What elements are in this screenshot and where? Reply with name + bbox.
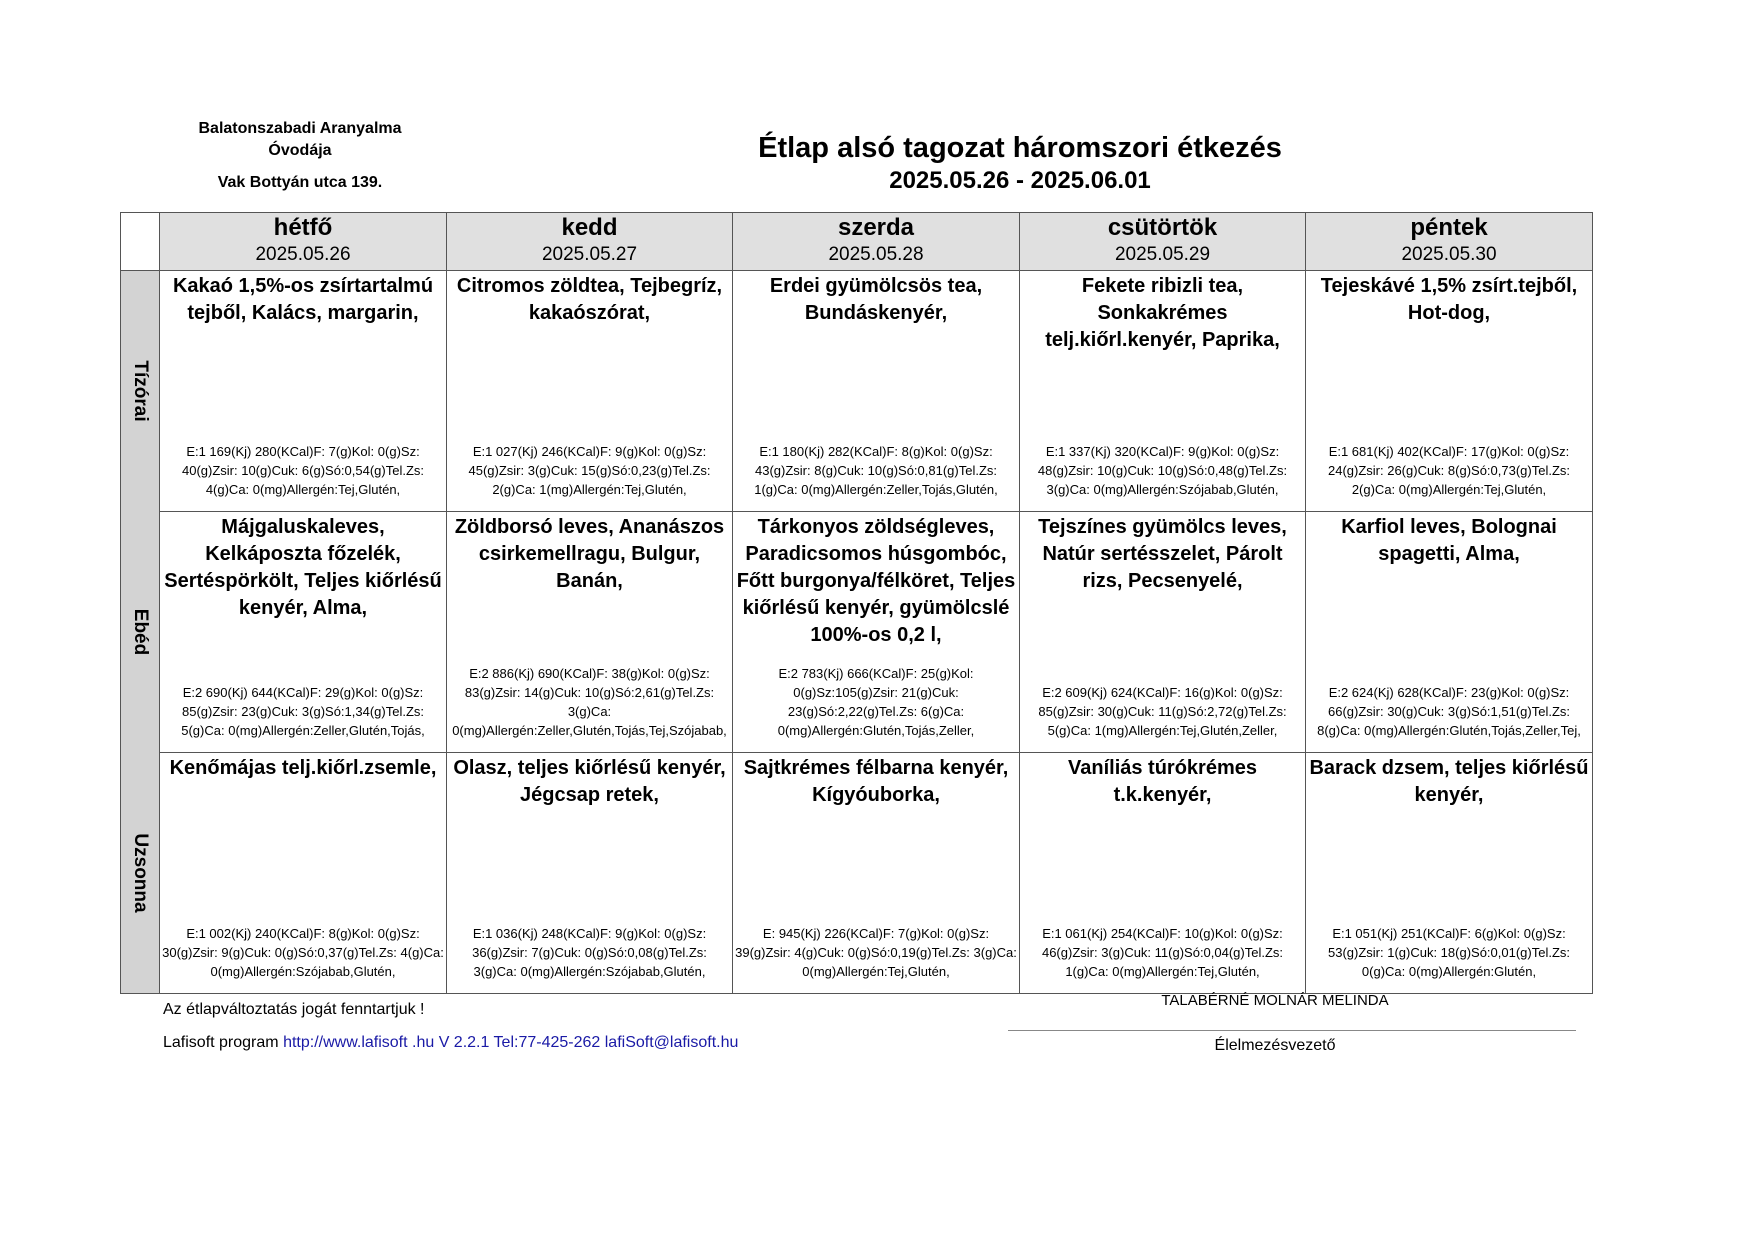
menu-cell [447,753,733,994]
menu-cell [447,271,733,512]
dish-text: Kakaó 1,5%-os zsírtartalmú tejből, Kalács, margarin, [172,275,434,324]
meal-row-tizorai [121,271,1593,512]
menu-cell [1020,753,1306,994]
page-title-block [690,130,1350,196]
signer-name: TALABÉRNÉ MOLNÁR MELINDA [1161,992,1389,1009]
menu-cell [160,753,447,994]
program-credit [163,1034,738,1052]
meal-label-cell [121,271,160,512]
day-header [160,213,447,271]
program-link[interactable]: http://www.lafisoft .hu V 2.2.1 Tel:77-425-262 lafiSoft@lafisoft.hu [283,1034,739,1051]
dish-text: Tejeskávé 1,5% zsírt.tejből, Hot-dog, [1320,275,1578,324]
signer-role: Élelmezésvezető [1214,1037,1336,1054]
day-name: péntek [1410,214,1488,241]
menu-cell [733,512,1020,753]
day-name: szerda [837,214,915,241]
meal-label-cell [121,753,160,994]
menu-cell [1306,271,1593,512]
institution-name-line1: Balatonszabadi Aranyalma [198,120,402,137]
day-date: 2025.05.26 [255,244,351,265]
menu-cell [447,512,733,753]
menu-cell [733,753,1020,994]
dish-text: Sajtkrémes félbarna kenyér, Kígyóuborka, [743,757,1009,806]
nutrition-text: E:2 609(Kj) 624(KCal)F: 16(g)Kol: 0(g)Sz: 85(g)Zsir: 30(g)Cuk: 11(g)Só:2,72(g)Tel.Zs: 5(g)Ca: 1(mg)Allergén:Tej,Glutén,Zeller, [1038,685,1287,738]
signature-line [1008,1030,1576,1031]
dish-text: Kenőmájas telj.kiőrl.zsemle, [169,757,437,779]
nutrition-text: E:1 180(Kj) 282(KCal)F: 8(g)Kol: 0(g)Sz: 43(g)Zsir: 8(g)Cuk: 10(g)Só:0,81(g)Tel.Zs: 1(g)Ca: 0(mg)Allergén:Zeller,Tojás,Glutén, [754,444,998,497]
nutrition-text: E:1 027(Kj) 246(KCal)F: 9(g)Kol: 0(g)Sz: 45(g)Zsir: 3(g)Cuk: 15(g)Só:0,23(g)Tel.Zs: 2(g)Ca: 1(mg)Allergén:Tej,Glutén, [468,444,711,497]
nutrition-text: E:1 002(Kj) 240(KCal)F: 8(g)Kol: 0(g)Sz: 30(g)Zsir: 9(g)Cuk: 0(g)Só:0,37(g)Tel.Zs: 4(g)Ca: 0(mg)Allergén:Szójabab,Glutén, [162,926,444,979]
day-header [1020,213,1306,271]
date-range: 2025.05.26 - 2025.06.01 [889,167,1151,194]
nutrition-text: E:1 337(Kj) 320(KCal)F: 9(g)Kol: 0(g)Sz: 48(g)Zsir: 10(g)Cuk: 10(g)Só:0,48(g)Tel.Zs: 3(g)Ca: 0(mg)Allergén:Szójabab,Glutén, [1037,444,1288,497]
day-name: hétfő [273,214,333,241]
dish-text: Barack dzsem, teljes kiőrlésű kenyér, [1309,757,1589,806]
menu-cell [1306,753,1593,994]
nutrition-text: E:1 036(Kj) 248(KCal)F: 9(g)Kol: 0(g)Sz: 36(g)Zsir: 7(g)Cuk: 0(g)Só:0,08(g)Tel.Zs: 3(g)Ca: 0(mg)Allergén:Szójabab,Glutén, [472,926,707,979]
nutrition-text: E:2 783(Kj) 666(KCal)F: 25(g)Kol: 0(g)Sz:105(g)Zsir: 21(g)Cuk: 23(g)Só:2,22(g)Tel.Zs: 6(g)Ca: 0(mg)Allergén:Glutén,Tojás,Zeller, [777,666,975,738]
institution-name-line2: Óvodája [268,142,332,159]
change-notice: Az étlapváltoztatás jogát fenntartjuk ! [163,1001,425,1018]
menu-cell [160,512,447,753]
dish-text: Fekete ribizli tea, Sonkakrémes telj.kiőrl.kenyér, Paprika, [1045,275,1280,351]
menu-cell [160,271,447,512]
day-name: csütörtök [1107,214,1218,241]
dish-text: Tárkonyos zöldségleves, Paradicsomos húsgombóc, Főtt burgonya/félköret, Teljes kiőrlésű kenyér, gyümölcslé 100%-os 0,2 l, [736,516,1016,646]
day-header [733,213,1020,271]
nutrition-text: E: 945(Kj) 226(KCal)F: 7(g)Kol: 0(g)Sz: 39(g)Zsir: 4(g)Cuk: 0(g)Só:0,19(g)Tel.Zs: 3(g)Ca: 0(mg)Allergén:Tej,Glutén, [735,926,1017,979]
institution-block [180,118,420,194]
dish-text: Tejszínes gyümölcs leves, Natúr sertésszelet, Párolt rizs, Pecsenyelé, [1038,516,1287,592]
corner-cell [121,213,160,271]
meal-label: Uzsonna [130,833,151,913]
meal-label: Tízórai [130,360,151,422]
day-header [447,213,733,271]
menu-table [120,212,1593,994]
day-header-row [121,213,1593,271]
nutrition-text: E:2 690(Kj) 644(KCal)F: 29(g)Kol: 0(g)Sz: 85(g)Zsir: 23(g)Cuk: 3(g)Só:1,34(g)Tel.Zs: 5(g)Ca: 0(mg)Allergén:Zeller,Glutén,Tojás, [181,685,425,738]
day-header [1306,213,1593,271]
dish-text: Olasz, teljes kiőrlésű kenyér, Jégcsap retek, [453,757,726,806]
meal-label: Ebéd [130,608,151,656]
day-name: kedd [561,214,618,241]
day-date: 2025.05.28 [828,244,924,265]
menu-cell [1020,512,1306,753]
dish-text: Citromos zöldtea, Tejbegríz, kakaószórat, [456,275,723,324]
meal-row-ebed [121,512,1593,753]
nutrition-text: E:2 886(Kj) 690(KCal)F: 38(g)Kol: 0(g)Sz: 83(g)Zsir: 14(g)Cuk: 10(g)Só:2,61(g)Tel.Zs: 3(g)Ca: 0(mg)Allergén:Zeller,Glutén,Tojás,Tej,Szójabab, [452,666,727,738]
menu-cell [733,271,1020,512]
meal-label-cell [121,512,160,753]
program-prefix: Lafisoft program [163,1034,284,1051]
dish-text: Karfiol leves, Bolognai spagetti, Alma, [1341,516,1557,565]
nutrition-text: E:1 681(Kj) 402(KCal)F: 17(g)Kol: 0(g)Sz: 24(g)Zsir: 26(g)Cuk: 8(g)Só:0,73(g)Tel.Zs: 2(g)Ca: 0(mg)Allergén:Tej,Glutén, [1327,444,1571,497]
menu-cell [1020,271,1306,512]
nutrition-text: E:2 624(Kj) 628(KCal)F: 23(g)Kol: 0(g)Sz: 66(g)Zsir: 30(g)Cuk: 3(g)Só:1,51(g)Tel.Zs: 8(g)Ca: 0(mg)Allergén:Glutén,Tojás,Zeller,Tej, [1317,685,1581,738]
meal-row-uzsonna [121,753,1593,994]
day-date: 2025.05.29 [1114,244,1211,265]
nutrition-text: E:1 061(Kj) 254(KCal)F: 10(g)Kol: 0(g)Sz: 46(g)Zsir: 3(g)Cuk: 11(g)Só:0,04(g)Tel.Zs: 1(g)Ca: 0(mg)Allergén:Tej,Glutén, [1041,926,1284,979]
menu-cell [1306,512,1593,753]
nutrition-text: E:1 169(Kj) 280(KCal)F: 7(g)Kol: 0(g)Sz: 40(g)Zsir: 10(g)Cuk: 6(g)Só:0,54(g)Tel.Zs: 4(g)Ca: 0(mg)Allergén:Tej,Glutén, [181,444,425,497]
page-title: Étlap alsó tagozat háromszori étkezés [758,132,1282,164]
dish-text: Májgaluskaleves, Kelkáposzta főzelék, Sertéspörkölt, Teljes kiőrlésű kenyér, Alma, [164,516,442,619]
dish-text: Vaníliás túrókrémes t.k.kenyér, [1068,757,1257,806]
nutrition-text: E:1 051(Kj) 251(KCal)F: 6(g)Kol: 0(g)Sz: 53(g)Zsir: 1(g)Cuk: 18(g)Só:0,01(g)Tel.Zs: 0(g)Ca: 0(mg)Allergén:Glutén, [1327,926,1571,979]
dish-text: Zöldborsó leves, Ananászos csirkemellragu, Bulgur, Banán, [454,516,725,592]
institution-address: Vak Bottyán utca 139. [217,174,383,191]
day-date: 2025.05.27 [541,244,638,265]
dish-text: Erdei gyümölcsös tea, Bundáskenyér, [769,275,983,324]
day-date: 2025.05.30 [1401,244,1497,265]
